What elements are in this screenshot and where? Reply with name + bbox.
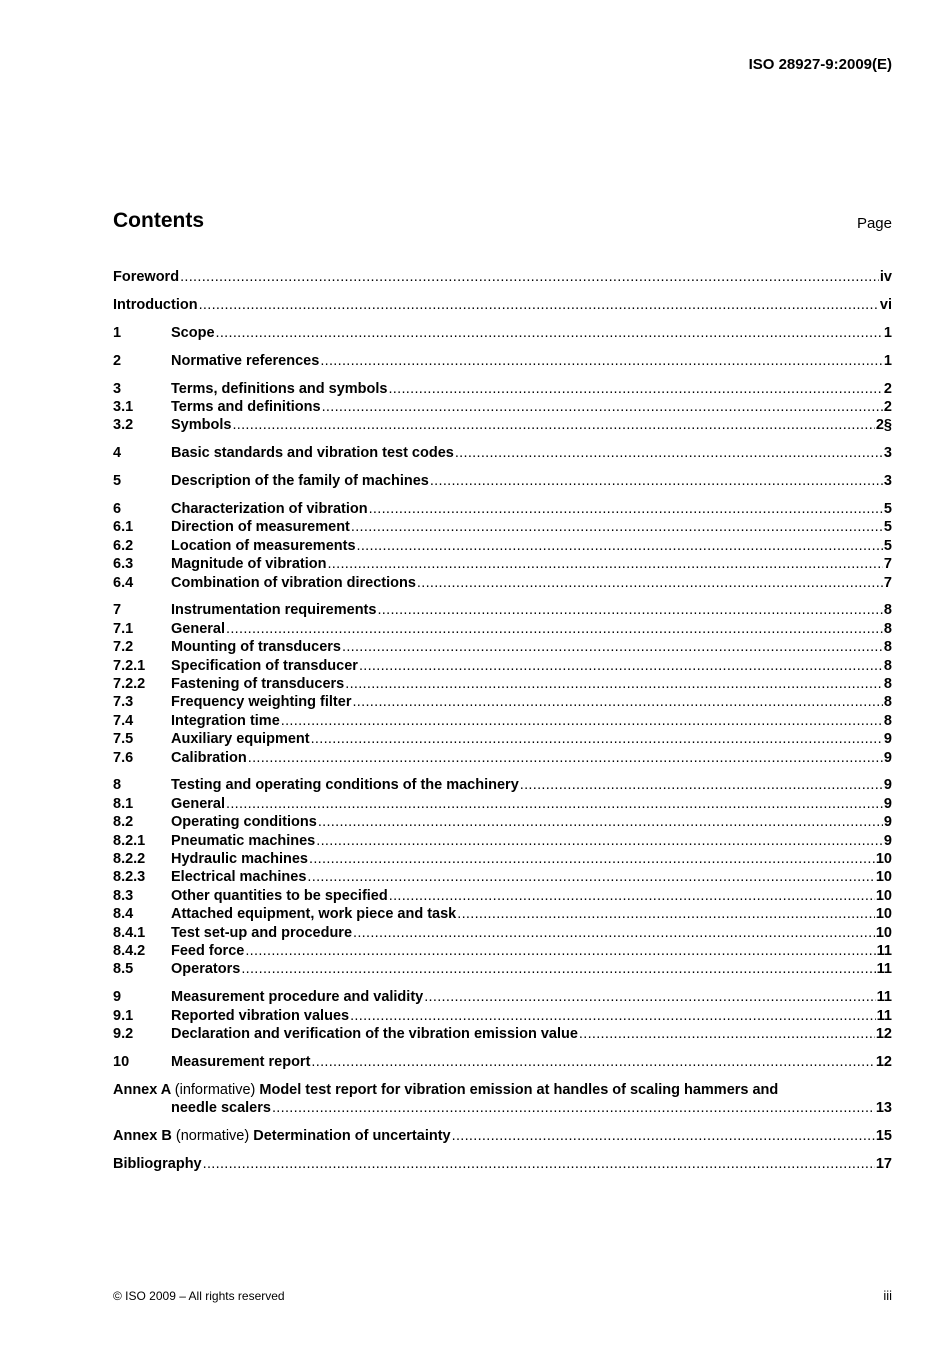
table-of-contents (113, 268, 892, 1183)
dot-leader (350, 1007, 876, 1025)
toc-group (113, 380, 892, 435)
toc-entry-number: 5 (113, 473, 122, 490)
footer-copyright: © ISO 2009 – All rights reserved (113, 1289, 285, 1303)
dot-leader (272, 1099, 875, 1117)
toc-entry-number: 6.2 (113, 537, 134, 554)
toc-entry-title: Instrumentation requirements (171, 602, 377, 619)
dot-leader (226, 620, 883, 638)
bibliography-title: Bibliography (113, 1156, 202, 1173)
toc-entry-number: 7.5 (113, 731, 134, 748)
toc-entry[interactable] (113, 416, 892, 434)
toc-entry-page: 8 (883, 639, 892, 656)
toc-entry-number: 6.3 (113, 556, 134, 573)
toc-entry-page: 9 (883, 795, 892, 812)
toc-entry[interactable] (113, 693, 892, 711)
toc-entry-page: 8 (883, 657, 892, 674)
toc-entry-title: Specification of transducer (171, 657, 358, 674)
toc-entry-page: 5 (883, 501, 892, 518)
dot-leader (311, 730, 883, 748)
toc-group (113, 500, 892, 592)
annex-a-note: (informative) (174, 1081, 256, 1098)
dot-leader (180, 268, 879, 286)
toc-entry-page: 2§ (875, 417, 892, 434)
dot-leader (389, 887, 875, 905)
toc-entry-number: 7.2 (113, 639, 134, 656)
dot-leader (377, 601, 882, 619)
dot-leader (311, 1053, 874, 1071)
page-column-label: Page (856, 215, 892, 232)
toc-entry-page: 9 (883, 832, 892, 849)
toc-entry-number: 8.3 (113, 887, 134, 904)
toc-entry-number: 8.2.1 (113, 832, 146, 849)
dot-leader (327, 555, 882, 573)
toc-entry-page: 12 (875, 1053, 892, 1070)
dot-leader (359, 657, 883, 675)
toc-entry-page: 9 (883, 814, 892, 831)
toc-entry-number: 9.1 (113, 1007, 134, 1024)
toc-entry-page: 5 (883, 537, 892, 554)
toc-entry-title: Declaration and verification of the vibration emission value (171, 1026, 578, 1043)
dot-leader (318, 813, 883, 831)
toc-entry-title: Fastening of transducers (171, 676, 345, 693)
toc-entry-page: 9 (883, 731, 892, 748)
toc-entry-number: 7.3 (113, 694, 134, 711)
toc-entry[interactable] (113, 795, 892, 813)
toc-entry-number: 8.1 (113, 795, 134, 812)
toc-entry[interactable] (113, 1007, 892, 1025)
toc-entry-title: Terms and definitions (171, 398, 321, 415)
toc-entry-page: 10 (875, 906, 892, 923)
toc-entry-page: 8 (883, 712, 892, 729)
toc-entry-title: Pneumatic machines (171, 832, 316, 849)
toc-entry-number: 8.5 (113, 961, 134, 978)
toc-entry-number: 9 (113, 989, 122, 1006)
toc-group (113, 776, 892, 978)
toc-entry-title: Attached equipment, work piece and task (171, 906, 457, 923)
toc-entry[interactable] (113, 924, 892, 942)
dot-leader (248, 749, 883, 767)
toc-entry-title: Operators (171, 961, 241, 978)
toc-entry-title: Scope (171, 324, 215, 341)
dot-leader (579, 1025, 875, 1043)
dot-leader (351, 518, 883, 536)
toc-entry-page: 11 (876, 989, 892, 1006)
toc-entry-page: 9 (883, 749, 892, 766)
dot-leader (353, 924, 875, 942)
toc-entry[interactable] (113, 749, 892, 767)
contents-heading: Contents (113, 209, 204, 232)
dot-leader (241, 960, 875, 978)
toc-entry-page: 8 (883, 602, 892, 619)
toc-entry-number: 3 (113, 380, 122, 397)
toc-entry[interactable] (113, 832, 892, 850)
annex-b-note: (normative) (175, 1128, 250, 1145)
toc-annex-a[interactable] (113, 1081, 892, 1118)
toc-entry[interactable] (113, 638, 892, 656)
toc-entry-title: Calibration (171, 749, 247, 766)
toc-entry-page: 8 (883, 694, 892, 711)
toc-group (113, 1053, 892, 1071)
toc-entry[interactable] (113, 960, 892, 978)
toc-entry-title: Mounting of transducers (171, 639, 341, 656)
toc-entry[interactable] (113, 601, 892, 619)
dot-leader (309, 850, 875, 868)
toc-group (113, 988, 892, 1043)
toc-entry-page: 2 (883, 380, 892, 397)
toc-entry-title: Introduction (113, 296, 198, 313)
toc-entry-number: 7.1 (113, 620, 134, 637)
dot-leader (203, 1155, 875, 1173)
toc-entry[interactable] (113, 988, 892, 1006)
toc-entry[interactable] (113, 398, 892, 416)
toc-entry-page: 11 (876, 961, 892, 978)
dot-leader (345, 675, 883, 693)
dot-leader (457, 905, 875, 923)
toc-entry[interactable] (113, 324, 892, 342)
footer-page-number: iii (883, 1288, 892, 1303)
toc-entry-title: General (171, 795, 225, 812)
toc-entry-title: Frequency weighting filter (171, 694, 352, 711)
toc-entry-title: Basic standards and vibration test codes (171, 445, 454, 462)
toc-entry-number: 8.4.1 (113, 924, 146, 941)
toc-entry-title: Reported vibration values (171, 1007, 350, 1024)
annex-a-label: Annex A (113, 1081, 171, 1098)
annex-a-page: 13 (875, 1100, 892, 1117)
toc-entry-number: 9.2 (113, 1026, 134, 1043)
toc-entry[interactable] (113, 574, 892, 592)
toc-entry-title: Description of the family of machines (171, 473, 429, 490)
toc-entry[interactable] (113, 850, 892, 868)
toc-entry-number: 7.2.1 (113, 657, 146, 674)
dot-leader (316, 832, 883, 850)
toc-entry-title: Testing and operating conditions of the machinery (171, 777, 519, 794)
toc-entry-title: Hydraulic machines (171, 851, 308, 868)
toc-entry-page: 3 (883, 473, 892, 490)
toc-entry-title: Test set-up and procedure (171, 924, 353, 941)
dot-leader (388, 380, 882, 398)
toc-entry[interactable] (113, 472, 892, 490)
toc-entry[interactable] (113, 537, 892, 555)
toc-entry-number: 8.2.3 (113, 869, 146, 886)
toc-entry-title: Terms, definitions and symbols (171, 380, 388, 397)
dot-leader (226, 795, 883, 813)
toc-entry-number: 4 (113, 445, 122, 462)
dot-leader (322, 398, 883, 416)
toc-entry-page: 10 (875, 924, 892, 941)
toc-entry[interactable] (113, 268, 892, 286)
toc-group (113, 324, 892, 342)
toc-entry[interactable] (113, 942, 892, 960)
dot-leader (455, 444, 883, 462)
dot-leader (352, 693, 882, 711)
annex-a-title-line2: needle scalers (171, 1100, 271, 1117)
toc-entry-page: 1 (883, 324, 892, 341)
dot-leader (232, 416, 874, 434)
annex-a-title-line1: Model test report for vibration emission at handles of scaling hammers and (259, 1081, 779, 1098)
toc-entry-number: 8 (113, 777, 122, 794)
toc-entry[interactable] (113, 1025, 892, 1043)
dot-leader (417, 574, 883, 592)
dot-leader (281, 712, 883, 730)
toc-entry-title: Combination of vibration directions (171, 574, 416, 591)
toc-entry-title: Characterization of vibration (171, 501, 368, 518)
toc-entry-title: Direction of measurement (171, 519, 350, 536)
toc-entry-page: 11 (876, 1007, 892, 1024)
bibliography-page: 17 (875, 1156, 892, 1173)
toc-entry-title: Feed force (171, 943, 245, 959)
document-id: ISO 28927-9:2009(E) (748, 56, 892, 73)
toc-entry-number: 8.2.2 (113, 851, 146, 868)
toc-entry-page: 8 (883, 620, 892, 637)
toc-entry-number: 7 (113, 602, 122, 619)
toc-entry-title: Operating conditions (171, 814, 317, 831)
toc-entry-page: 10 (875, 887, 892, 904)
toc-entry-page: vi (879, 296, 892, 313)
toc-entry-number: 8.4 (113, 906, 134, 923)
toc-entry[interactable] (113, 380, 892, 398)
toc-entry-title: Normative references (171, 352, 320, 369)
dot-leader (452, 1127, 875, 1145)
dot-leader (245, 942, 875, 960)
toc-entry[interactable] (113, 444, 892, 462)
toc-annex-b[interactable] (113, 1127, 892, 1145)
toc-group (113, 444, 892, 462)
toc-entry-page: 10 (875, 851, 892, 868)
toc-entry-page: 12 (875, 1026, 892, 1043)
toc-entry-page: iv (879, 269, 892, 285)
toc-entry-page: 9 (883, 777, 892, 794)
toc-entry-page: 5 (883, 519, 892, 536)
toc-entry-title: Integration time (171, 712, 280, 729)
toc-group (113, 601, 892, 767)
toc-entry[interactable] (113, 887, 892, 905)
toc-entry-page: 3 (883, 445, 892, 462)
toc-entry-number: 3.2 (113, 417, 134, 434)
toc-entry-title: Auxiliary equipment (171, 731, 310, 748)
dot-leader (216, 324, 883, 342)
dot-leader (430, 472, 883, 490)
toc-entry[interactable] (113, 352, 892, 370)
toc-entry-number: 6 (113, 501, 122, 518)
toc-entry-page: 8 (883, 676, 892, 693)
dot-leader (307, 868, 874, 886)
toc-entry-number: 7.6 (113, 749, 134, 766)
dot-leader (357, 537, 883, 555)
toc-entry[interactable] (113, 1053, 892, 1071)
toc-entry-title: General (171, 620, 225, 637)
annex-b-label: Annex B (113, 1128, 172, 1145)
toc-group (113, 296, 892, 314)
toc-entry-page: 2 (883, 398, 892, 415)
toc-entry[interactable] (113, 868, 892, 886)
toc-section-groups (113, 268, 892, 1071)
toc-entry-title: Measurement procedure and validity (171, 989, 424, 1006)
toc-entry[interactable] (113, 657, 892, 675)
toc-group (113, 268, 892, 286)
toc-entry-number: 7.4 (113, 712, 134, 729)
toc-entry[interactable] (113, 555, 892, 573)
toc-entry-number: 8.4.2 (113, 943, 146, 959)
toc-entry-number: 1 (113, 324, 122, 341)
toc-entry[interactable] (113, 712, 892, 730)
toc-entry-title: Foreword (113, 269, 180, 285)
toc-entry-number: 6.4 (113, 574, 134, 591)
dot-leader (369, 500, 883, 518)
dot-leader (520, 776, 883, 794)
dot-leader (342, 638, 883, 656)
toc-entry[interactable] (113, 675, 892, 693)
toc-entry-number: 3.1 (113, 398, 134, 415)
toc-entry-number: 7.2.2 (113, 676, 146, 693)
toc-entry-number: 10 (113, 1053, 130, 1070)
dot-leader (199, 296, 879, 314)
toc-entry[interactable] (113, 730, 892, 748)
toc-entry-page: 7 (883, 574, 892, 591)
toc-entry[interactable] (113, 776, 892, 794)
toc-entry-title: Magnitude of vibration (171, 556, 327, 573)
annex-b-title: Determination of uncertainty (253, 1128, 451, 1145)
toc-entry-number: 6.1 (113, 519, 134, 536)
toc-entry-title: Measurement report (171, 1053, 311, 1070)
toc-bibliography[interactable] (113, 1155, 892, 1173)
toc-entry-title: Symbols (171, 417, 232, 434)
dot-leader (320, 352, 883, 370)
toc-entry-page: 11 (876, 943, 892, 959)
toc-entry-title: Electrical machines (171, 869, 307, 886)
toc-entry[interactable] (113, 905, 892, 923)
toc-entry-number: 2 (113, 352, 122, 369)
toc-entry-title: Location of measurements (171, 537, 356, 554)
annex-b-page: 15 (875, 1128, 892, 1145)
dot-leader (424, 988, 875, 1006)
toc-entry-page: 10 (875, 869, 892, 886)
toc-entry-title: Other quantities to be specified (171, 887, 388, 904)
toc-entry-number: 8.2 (113, 814, 134, 831)
toc-group (113, 352, 892, 370)
toc-entry[interactable] (113, 813, 892, 831)
toc-entry[interactable] (113, 500, 892, 518)
toc-entry-page: 1 (883, 352, 892, 369)
toc-entry[interactable] (113, 620, 892, 638)
toc-entry[interactable] (113, 518, 892, 536)
toc-group (113, 472, 892, 490)
toc-entry-page: 7 (883, 556, 892, 573)
toc-entry[interactable] (113, 296, 892, 314)
